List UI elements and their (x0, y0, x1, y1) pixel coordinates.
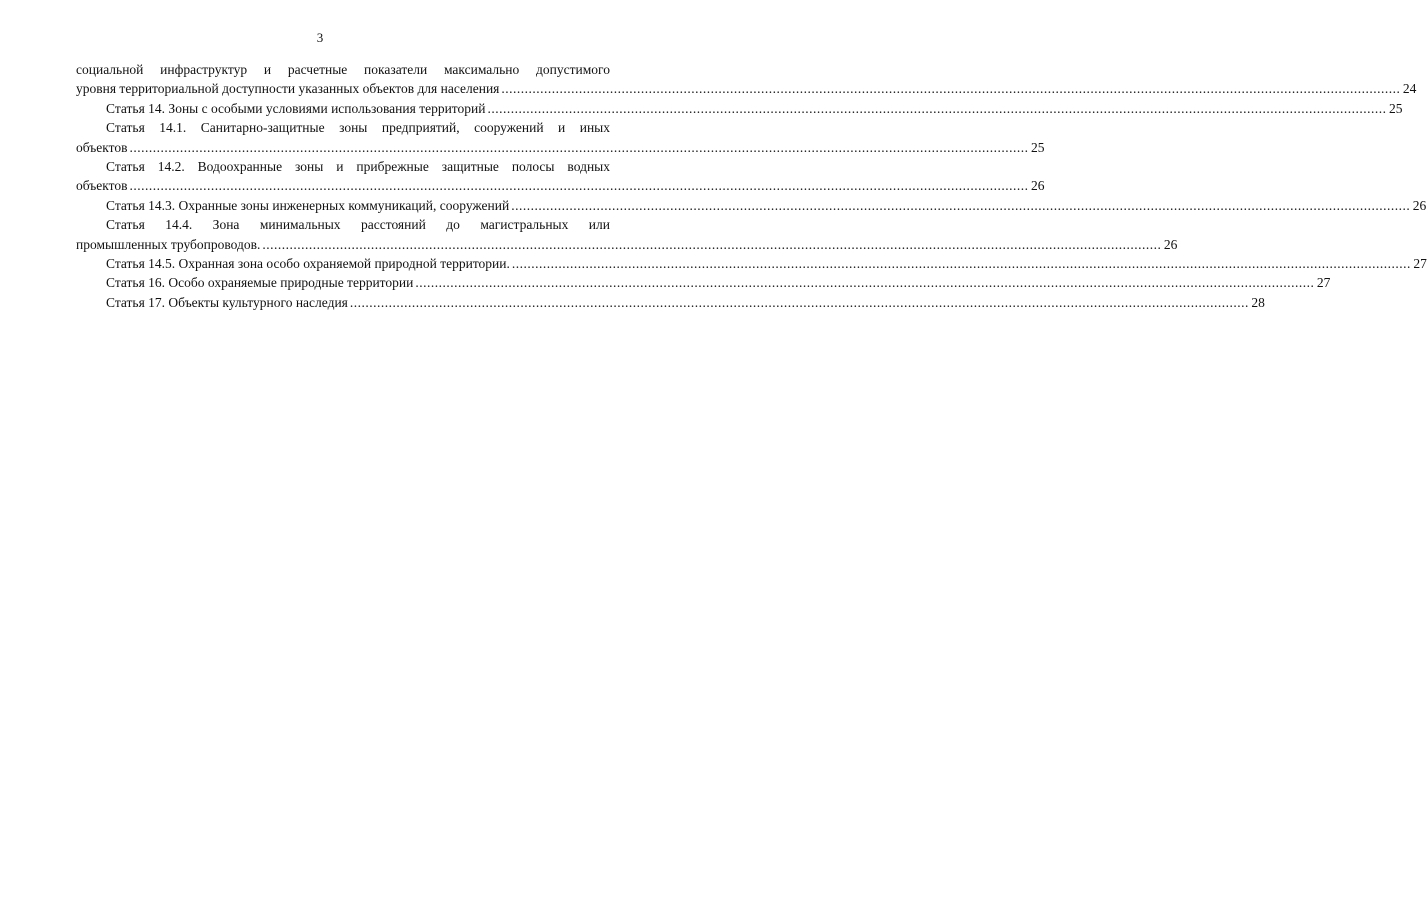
toc-page-number: 25 (1030, 139, 1045, 155)
toc-leader-dots (501, 79, 1400, 98)
toc-entry-text: Статья 14. Зоны с особыми условиями использования территорий (106, 100, 486, 116)
toc-entry[interactable] (76, 60, 1417, 99)
toc-entry-text: социальной инфраструктур и расчетные показатели максимально допустимого (76, 62, 610, 77)
toc-page-number: 26 (1412, 197, 1427, 213)
toc-entry-text: Статья 16. Особо охраняемые природные территории (106, 275, 414, 291)
toc-leader-dots (487, 99, 1386, 118)
toc-entry[interactable] (76, 273, 1331, 292)
toc-entry-text: уровня территориальной доступности указанных объектов для населения (76, 81, 500, 97)
toc-entry-text: Статья 14.2. Водоохранные зоны и прибрежные защитные полосы водных (106, 159, 610, 175)
toc-entry-text: Статья 14.4. Зона минимальных расстояний до магистральных или (106, 217, 610, 233)
toc-page-number: 28 (1251, 294, 1265, 310)
toc-entry-text: промышленных трубопроводов. (76, 236, 261, 252)
toc-entry[interactable] (76, 254, 1427, 273)
toc-page-number: 27 (1413, 256, 1427, 272)
toc-leader-dots (511, 196, 1410, 215)
toc-page-number: 25 (1388, 100, 1403, 116)
toc-leader-dots (129, 176, 1028, 195)
toc-entry-text: Статья 14.5. Охранная зона особо охраняемой природной территории. (106, 256, 510, 272)
toc-leader-dots (129, 138, 1028, 157)
toc-leader-dots (512, 254, 1411, 273)
toc-page-number: 26 (1163, 236, 1178, 252)
toc-entry[interactable] (76, 118, 1045, 157)
toc-page-number: 27 (1316, 275, 1331, 291)
toc-leader-dots (262, 235, 1161, 254)
toc-entry[interactable] (76, 99, 1403, 118)
toc-entry-text: Статья 14.1. Санитарно-защитные зоны предприятий, сооружений и иных (106, 120, 610, 136)
toc-entry-text: Статья 17. Объекты культурного наследия (106, 294, 348, 310)
toc-entry-text: объектов (76, 139, 128, 155)
toc-entry-text: Статья 14.3. Охранные зоны инженерных коммуникаций, сооружений (106, 197, 510, 213)
toc-page-number: 24 (1402, 81, 1417, 97)
page-number: 3 (316, 30, 324, 45)
toc-entry[interactable] (76, 215, 1178, 254)
toc-leader-dots (350, 293, 1249, 312)
toc-entry-text: объектов (76, 178, 128, 194)
toc-leader-dots (415, 273, 1314, 292)
toc-entry[interactable] (76, 293, 1265, 312)
toc-page-number: 26 (1030, 178, 1045, 194)
table-of-contents (76, 60, 1427, 312)
toc-entry[interactable] (76, 157, 1045, 196)
toc-entry[interactable] (76, 196, 1427, 215)
